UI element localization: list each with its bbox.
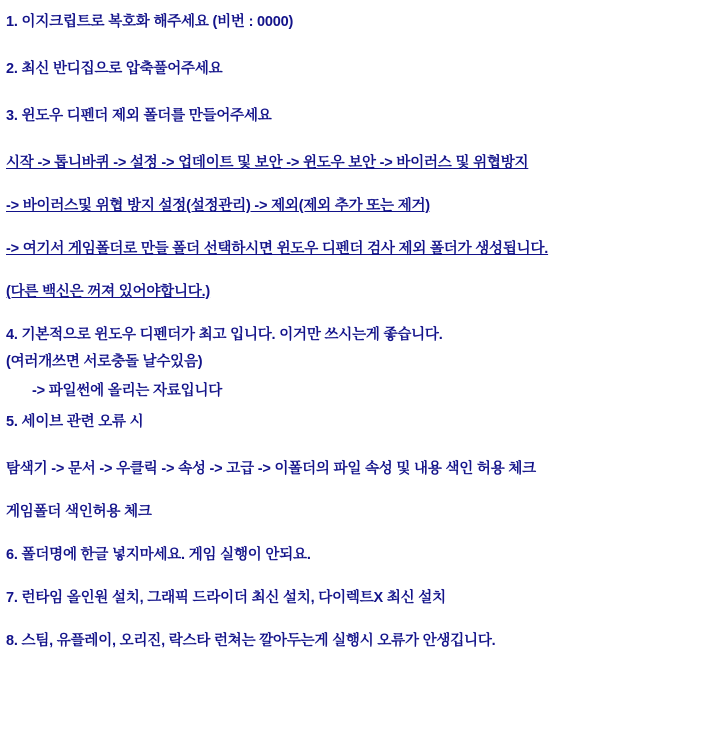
line-spacer xyxy=(6,478,707,500)
line-spacer xyxy=(6,301,707,323)
text-line: 1. 이지크립트로 복호화 해주세요 (비번 : 0000) xyxy=(6,14,294,30)
text-line: 8. 스팀, 유플레이, 오리진, 락스타 런쳐는 깔아두는게 실행시 오류가 안생깁니다. xyxy=(6,633,496,649)
text-line: (다른 백신은 꺼져 있어야합니다.) xyxy=(6,284,211,300)
line-spacer xyxy=(6,78,707,104)
text-line: -> 바이러스및 위협 방지 설정(설정관리) -> 제외(제외 추가 또는 제거) xyxy=(6,198,430,214)
line-spacer xyxy=(6,258,707,280)
text-lines-container xyxy=(6,4,707,650)
text-line: 3. 윈도우 디펜더 제외 폴더를 만들어주세요 xyxy=(6,108,272,124)
text-line: 6. 폴더명에 한글 넣지마세요. 게임 실행이 안되요. xyxy=(6,547,311,563)
line-spacer xyxy=(6,607,707,629)
text-line: 2. 최신 반디집으로 압축풀어주세요 xyxy=(6,61,223,77)
text-line: 4. 기본적으로 윈도우 디펜더가 최고 입니다. 이거만 쓰시는게 좋습니다. xyxy=(6,327,443,343)
line-spacer xyxy=(6,371,707,379)
line-spacer xyxy=(6,31,707,57)
text-line: -> 파일썬에 올리는 자료입니다 xyxy=(32,383,223,399)
text-line: (여러개쓰면 서로충돌 날수있음) xyxy=(6,354,203,370)
line-spacer xyxy=(6,400,707,410)
text-line: 게임폴더 색인허용 체크 xyxy=(6,504,152,520)
line-spacer xyxy=(6,521,707,543)
text-line: 7. 런타임 올인원 설치, 그래픽 드라이더 최신 설치, 다이렉트X 최신 설치 xyxy=(6,590,446,606)
text-line: -> 여기서 게임폴더로 만들 폴더 선택하시면 윈도우 디펜더 검사 제외 폴더가 생성됩니다. xyxy=(6,241,549,257)
line-spacer xyxy=(6,125,707,151)
text-line: 5. 세이브 관련 오류 시 xyxy=(6,414,144,430)
text-line: 탐색기 -> 문서 -> 우클릭 -> 속성 -> 고급 -> 이폴더의 파일 속성 및 내용 색인 허용 체크 xyxy=(6,461,536,477)
line-spacer xyxy=(6,172,707,194)
line-spacer xyxy=(6,564,707,586)
line-spacer xyxy=(6,431,707,457)
text-line: 시작 -> 톱니바퀴 -> 설정 -> 업데이트 및 보안 -> 윈도우 보안 -> 바이러스 및 위협방지 xyxy=(6,155,529,171)
line-spacer xyxy=(6,215,707,237)
